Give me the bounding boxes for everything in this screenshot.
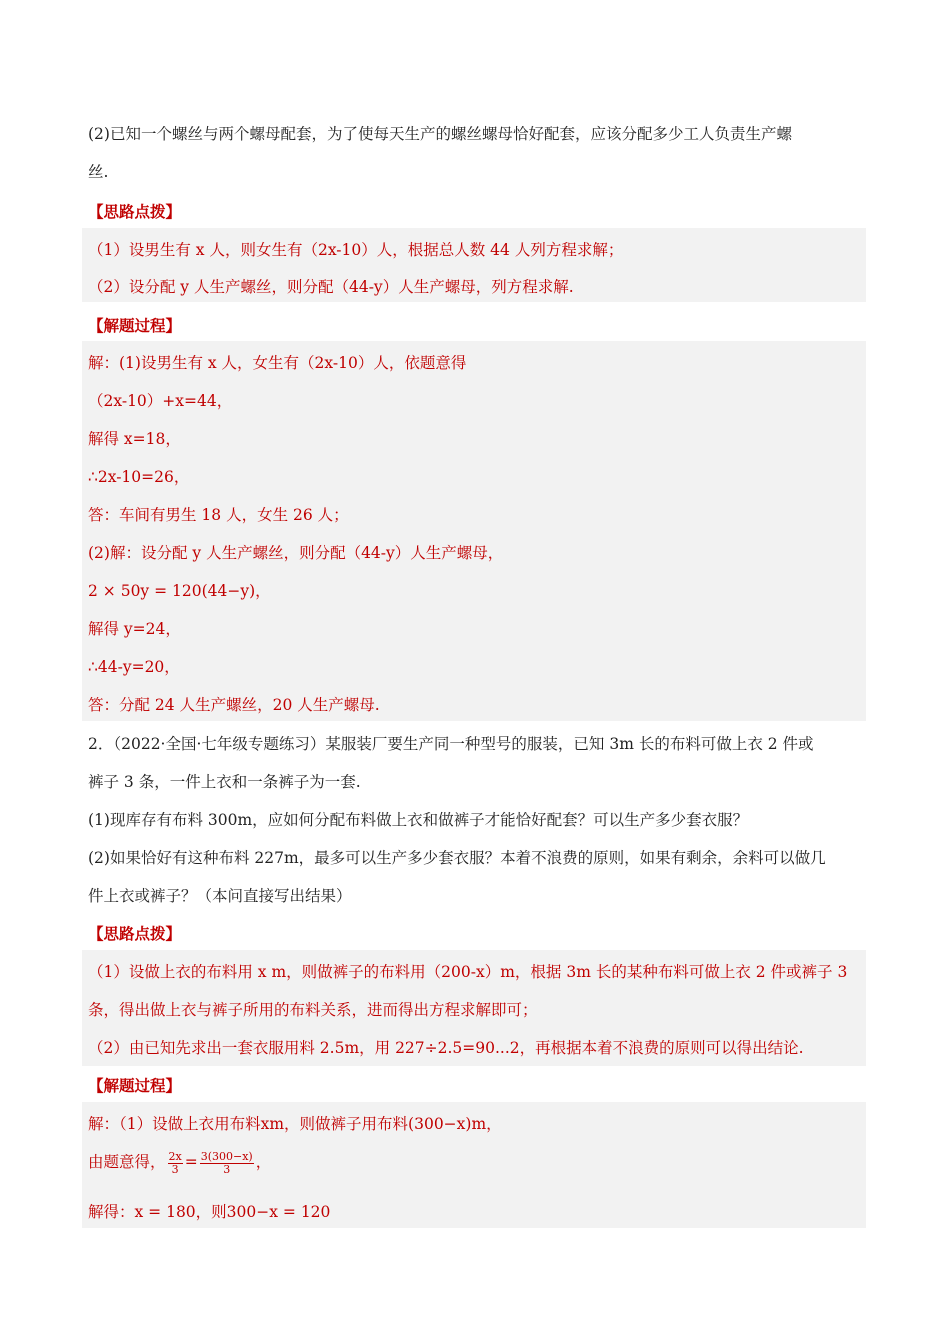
solution1-line9: ∴44-y=20，	[88, 658, 180, 676]
solution1-line10: 答：分配 24 人生产螺丝，20 人生产螺母.	[88, 696, 380, 714]
solution1-line2: （2x-10）+x=44，	[88, 392, 233, 410]
solution1-line1: 解：(1)设男生有 x 人，女生有（2x-10）人，依题意得	[88, 354, 467, 372]
solution1-line6: (2)解：设分配 y 人生产螺丝，则分配（44-y）人生产螺母，	[88, 544, 504, 562]
solution1-line5: 答：车间有男生 18 人，女生 26 人；	[88, 506, 349, 524]
problem2-line4: (2)如果恰好有这种布料 227m，最多可以生产多少套衣服？本着不浪费的原则，如果有剩余，余料可以做几	[88, 849, 826, 867]
fraction-right-numerator: 3(300−x)	[200, 1149, 253, 1163]
hint1-heading: 【思路点拨】	[88, 202, 182, 221]
solution1-line4: ∴2x-10=26，	[88, 468, 190, 486]
fraction-right-denominator: 3	[223, 1162, 231, 1176]
solution2-line1: 解：（1）设做上衣用布料xm，则做裤子用布料(300−x)m，	[88, 1115, 502, 1133]
solution2-line2	[88, 1150, 271, 1176]
hint1-line2: （2）设分配 y 人生产螺丝，则分配（44-y）人生产螺母，列方程求解.	[88, 278, 574, 296]
solution1-line8: 解得 y=24，	[88, 620, 181, 638]
fraction-left	[168, 1151, 183, 1176]
hint2-line2: 条，得出做上衣与裤子所用的布料关系，进而得出方程求解即可；	[88, 1001, 538, 1019]
fraction-left-denominator: 3	[171, 1162, 179, 1176]
problem2-line5: 件上衣或裤子？（本问直接写出结果）	[88, 887, 352, 905]
fraction-right	[200, 1151, 254, 1176]
problem1-part2-line1: (2)已知一个螺丝与两个螺母配套，为了使每天生产的螺丝螺母恰好配套，应该分配多少工人负责生产螺	[88, 125, 792, 143]
fraction-left-numerator: 2x	[168, 1149, 182, 1163]
solution2-line2-suffix: ，	[255, 1153, 272, 1171]
problem2-line1: 2．（2022·全国·七年级专题练习）某服装厂要生产同一种型号的服装，已知 3m 长的布料可做上衣 2 件或	[88, 735, 814, 753]
problem2-line2: 裤子 3 条，一件上衣和一条裤子为一套.	[88, 773, 361, 791]
equals-sign: =	[184, 1153, 198, 1171]
solution1-equation: 2 × 50y = 120(44−y)，	[88, 582, 271, 600]
solution2-line3: 解得：x = 180，则300−x = 120	[88, 1203, 331, 1221]
solution1-heading: 【解题过程】	[88, 316, 182, 335]
hint2-heading: 【思路点拨】	[88, 924, 182, 943]
solution2-heading: 【解题过程】	[88, 1076, 182, 1095]
solution2-line2-prefix: 由题意得，	[88, 1153, 166, 1171]
problem2-line3: (1)现库存有布料 300m，应如何分配布料做上衣和做裤子才能恰好配套？可以生产多少套衣服？	[88, 811, 749, 829]
solution1-line3: 解得 x=18，	[88, 430, 181, 448]
hint1-line1: （1）设男生有 x 人，则女生有（2x-10）人，根据总人数 44 人列方程求解；	[88, 241, 624, 259]
hint2-line3: （2）由已知先求出一套衣服用料 2.5m，用 227÷2.5=90...2，再根据本着不浪费的原则可以得出结论.	[88, 1039, 804, 1057]
problem1-part2-line2: 丝.	[88, 163, 109, 181]
hint2-line1: （1）设做上衣的布料用 x m，则做裤子的布料用（200-x）m，根据 3m 长的某种布料可做上衣 2 件或裤子 3	[88, 963, 848, 981]
